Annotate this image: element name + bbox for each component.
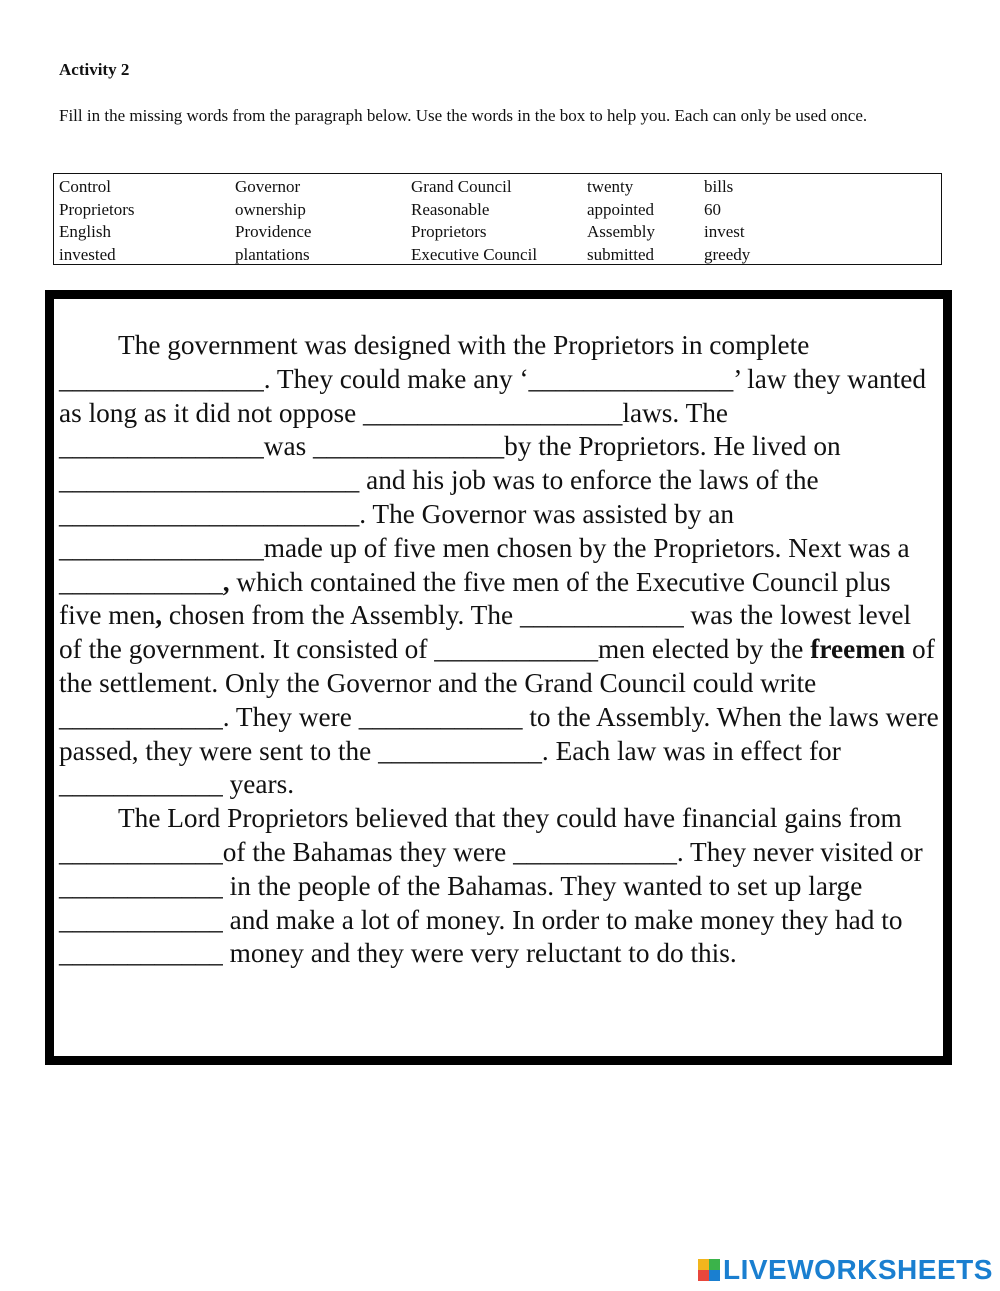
passage-text-segment: The government was designed with the Proprietors in complete: [118, 330, 810, 360]
passage-text-segment: and make a lot of money. In order to make money they had to: [222, 904, 903, 935]
answer-blank[interactable]: ____________: [378, 735, 542, 766]
passage-box: [45, 290, 952, 1065]
word-bank-word: English: [59, 222, 111, 241]
word-bank-word: Assembly: [587, 222, 655, 241]
liveworksheets-logo-icon: [698, 1259, 720, 1281]
word-bank-column-5: [704, 176, 750, 266]
word-bank-word: 60: [704, 199, 721, 219]
passage-text-segment: . The Governor was assisted by an: [359, 498, 735, 529]
answer-blank[interactable]: ____________: [59, 836, 223, 867]
answer-blank[interactable]: _______________: [528, 363, 734, 394]
answer-blank[interactable]: ______________________: [59, 498, 360, 529]
paragraph-1: [59, 329, 939, 802]
answer-blank[interactable]: _______________: [59, 532, 264, 563]
passage-text-segment: ’ law they wanted as long as it did not oppose: [59, 363, 927, 428]
bold-comma: ,: [222, 566, 230, 597]
answer-blank[interactable]: ____________: [59, 904, 223, 935]
answer-blank[interactable]: ______________________: [59, 465, 360, 496]
answer-blank[interactable]: ____________: [519, 600, 684, 631]
word-bank-word: Proprietors: [411, 222, 487, 241]
word-bank-word: invested: [59, 244, 116, 264]
passage-text-segment: was the lowest level of the government. It consisted of: [59, 600, 912, 665]
word-bank-box: [53, 173, 942, 265]
word-bank-word: invest: [704, 222, 745, 241]
liveworksheets-branding: [698, 1255, 993, 1285]
passage-text-segment: of the Bahamas they were: [222, 836, 514, 867]
passage-text-segment: men elected by the: [598, 634, 811, 665]
answer-blank[interactable]: ____________: [513, 836, 677, 867]
word-bank-column-3: [411, 176, 537, 266]
word-bank-word: plantations: [235, 244, 310, 264]
answer-blank[interactable]: ____________: [59, 938, 223, 969]
passage-text-segment: of the settlement. Only the Governor and the Grand Council could write: [59, 634, 935, 698]
paragraph-2: [59, 802, 939, 971]
word-bank-word: Grand Council: [411, 177, 512, 196]
word-bank-column-4: [587, 176, 655, 266]
word-bank-word: Executive Council: [411, 244, 538, 264]
word-bank-word: submitted: [587, 244, 655, 264]
passage-text-segment: . They could make any ‘: [263, 363, 529, 394]
passage-text-segment: by the Proprietors. He lived on: [504, 431, 841, 462]
passage-text-segment: . They never visited or: [676, 836, 923, 867]
word-bank-word: Reasonable: [411, 199, 490, 219]
answer-blank[interactable]: _______________: [59, 431, 264, 462]
passage-text-segment: which contained the five men of the Executive Council plus five men: [59, 566, 891, 631]
passage-text-segment: The Lord Proprietors believed that they could have financial gains from: [118, 803, 902, 834]
passage-text: [59, 329, 939, 971]
passage-text-segment: and his job was to enforce the laws of the: [359, 465, 819, 496]
passage-text-segment: . They were: [222, 701, 359, 732]
passage-text-segment: to the Assembly. When the laws were passed, they were sent to the: [59, 701, 939, 766]
answer-blank[interactable]: ____________: [59, 701, 223, 732]
answer-blank[interactable]: ____________: [434, 634, 599, 665]
answer-blank[interactable]: ____________: [59, 870, 223, 901]
activity-title: Activity 2: [59, 60, 130, 79]
word-bank-word: Proprietors: [59, 199, 135, 219]
answer-blank[interactable]: ____________: [59, 566, 223, 597]
passage-text-segment: money and they were very reluctant to do this.: [222, 938, 737, 969]
answer-blank[interactable]: ____________: [59, 769, 223, 800]
brand-text: LIVEWORKSHEETS: [723, 1254, 993, 1285]
answer-blank[interactable]: ______________: [313, 431, 505, 462]
logo-square: [709, 1270, 720, 1281]
word-bank-word: Governor: [235, 177, 301, 196]
word-bank-word: Providence: [235, 222, 312, 241]
logo-square: [698, 1270, 709, 1281]
answer-blank[interactable]: ____________: [358, 701, 523, 732]
word-bank-word: appointed: [587, 199, 655, 219]
passage-text-segment: made up of five men chosen by the Proprietors. Next was a: [263, 532, 910, 563]
answer-blank[interactable]: ___________________: [363, 397, 623, 428]
passage-text-segment: was: [263, 431, 314, 462]
passage-text-segment: . Each law was in effect for: [541, 735, 841, 766]
word-bank-column-2: [235, 176, 311, 266]
logo-square: [709, 1259, 720, 1270]
word-bank-word: greedy: [704, 244, 751, 264]
bold-comma: ,: [155, 600, 163, 631]
passage-text-segment: laws. The: [622, 397, 729, 428]
passage-text-segment: in the people of the Bahamas. They wanted to set up large: [222, 870, 863, 901]
logo-square: [698, 1259, 709, 1270]
bold-term-freemen: freemen: [810, 634, 906, 665]
word-bank-word: bills: [704, 177, 734, 196]
word-bank-word: twenty: [587, 177, 634, 196]
passage-text-segment: years.: [222, 769, 295, 800]
answer-blank[interactable]: _______________: [59, 363, 264, 394]
instructions: Fill in the missing words from the paragraph below. Use the words in the box to help you. Each can only be used once.: [59, 106, 868, 125]
passage-text-segment: chosen from the Assembly. The: [162, 600, 520, 631]
word-bank-column-1: [59, 176, 135, 266]
word-bank-word: Control: [59, 177, 111, 196]
word-bank-word: ownership: [235, 199, 306, 219]
